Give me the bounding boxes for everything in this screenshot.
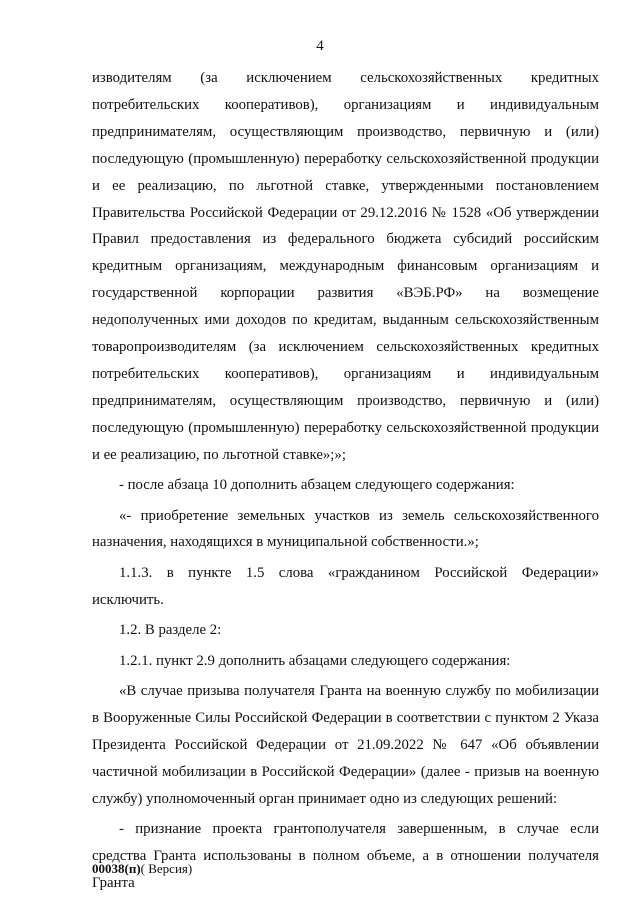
document-version-label: ( Версия) — [140, 861, 193, 876]
paragraph-continuation: изводителям (за исключением сельскохозяйственных кредитных потребительских кооперативов), организациям и индивидуальным предпринимателям, осуществляющим производство, первичную и (или) последующую (промышленную) переработку сельскохозяйственной продукции и ее реализацию, по льготной ставке, утвержденными постановлением Правительства Российской Федерации от 29.12.2016 № 1528 «Об утверждении Правил предоставления из федерального бюджета субсидий российским кредитным организациям, международным финансовым организациям и государственной корпорации развития «ВЭБ.РФ» на возмещение недополученных ими доходов по кредитам, выданным сельскохозяйственным товаропроизводителям (за исключением сельскохозяйственных кредитных потребительских кооперативов), организациям и индивидуальным предпринимателям, осуществляющим производство, первичную и (или) последующую (промышленную) переработку сельскохозяйственной продукции и ее реализацию, по льготной ставке»;»; — [92, 70, 599, 463]
document-footer — [92, 860, 192, 878]
paragraph-1-2-1: 1.2.1. пункт 2.9 дополнить абзацами следующего содержания: — [119, 652, 511, 669]
paragraph-amendment-instruction: - после абзаца 10 дополнить абзацем следующего содержания: — [119, 477, 515, 494]
paragraph-1-1-3: 1.1.3. в пункте 1.5 слова «гражданином Российской Федерации» исключить. — [92, 564, 599, 608]
document-body — [92, 65, 599, 900]
paragraph-mobilization: «В случае призыва получателя Гранта на военную службу по мобилизации в Вооруженные Силы Российской Федерации в соответствии с пунктом 2 Указа Президента Российской Федерации от 21.09.2022 № 647 «Об объявлении частичной мобилизации в Российской Федерации» (далее - призыв на военную службу) уполномоченный орган принимает одно из следующих решений: — [92, 682, 599, 807]
page-number: 4 — [316, 38, 324, 54]
paragraph-project-completion: - признание проекта грантополучателя завершенным, в случае если средства Гранта использованы в полном объеме, а в отношении получателя Гранта — [92, 820, 599, 891]
paragraph-1-2: 1.2. В разделе 2: — [119, 622, 222, 639]
document-code: 00038(п) — [92, 861, 141, 876]
paragraph-land-acquisition: «- приобретение земельных участков из земель сельскохозяйственного назначения, находящихся в муниципальной собственности.»; — [92, 507, 599, 551]
